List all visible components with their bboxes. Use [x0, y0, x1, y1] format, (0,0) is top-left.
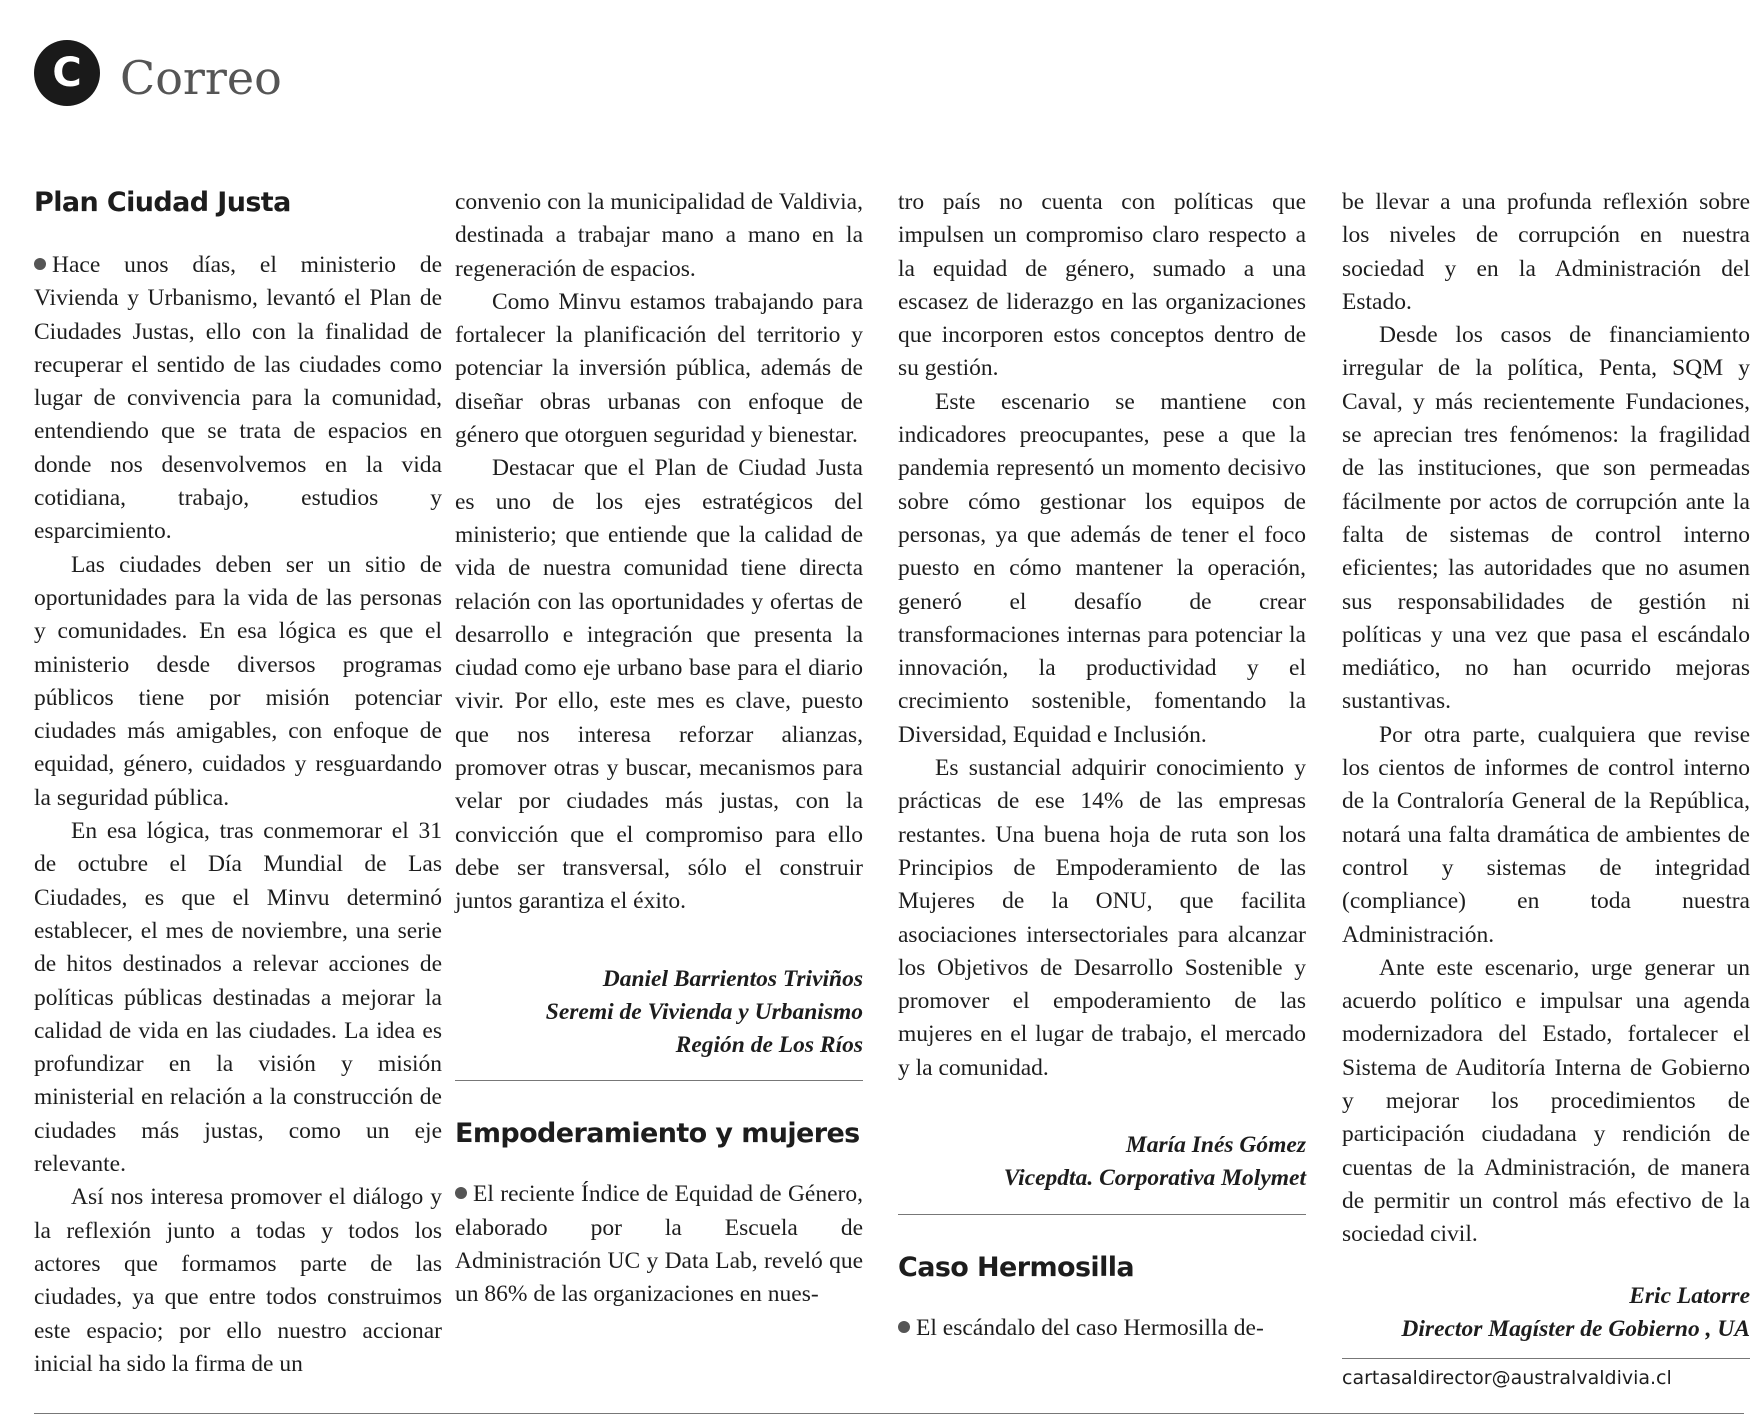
section-title: Correo [120, 51, 282, 105]
column-3 [898, 186, 1306, 1345]
logo-letter: C [52, 50, 82, 96]
page-bottom-rule [34, 1413, 1744, 1414]
letter1-paragraph-2: Las ciudades deben ser un sitio de oportunidades para la vida de las personas y comunidades. En esa lógica es que el ministerio desde diversos programas públicos tiene por misión potenciar ciudades más amigables, con enfoque de equidad, género, cuidados y resguardando la seguridad pública. [34, 551, 442, 811]
contact-email[interactable]: cartasaldirector@australvaldivia.cl [1342, 1367, 1672, 1390]
letter1-paragraph-7: Destacar que el Plan de Ciudad Justa es uno de los ejes estratégicos del ministerio; que entiende que la calidad de vida de nuestra comunidad tiene directa relación con las oportunidades y ofertas de desarrollo e integración que presenta la ciudad como eje urbano base para el diario vivir. Por ello, este mes es clave, puesto que nos interesa reforzar alianzas, promover otras y buscar, mecanismos para velar por ciudades más justas, con la convicción que el compromiso para ello debe ser transversal, sólo el construir juntos garantiza el éxito. [455, 455, 863, 915]
letter3-paragraph-5: Ante este escenario, urge generar un acuerdo político e impulsar una agenda modernizadora del Estado, fortalecer el Sistema de Auditoría Interna de Gobierno y mejorar los procedimientos de participación ciudadana y rendición de cuentas de la Administración, de manera de permitir un control más efectivo de la sociedad civil. [1342, 954, 1750, 1248]
letter-title-caso-hermosilla: Caso Hermosilla [898, 1251, 1135, 1283]
letter2-paragraph-1: El reciente Índice de Equidad de Género, elaborado por la Escuela de Administración UC y Data Lab, reveló que un 86% de las organizaciones en nues- [455, 1181, 863, 1308]
bullet-icon [455, 1187, 467, 1199]
letter1-role: Seremi de Vivienda y Urbanismo [545, 998, 863, 1025]
column-1 [34, 186, 442, 1381]
letter3-paragraph-1: El escándalo del caso Hermosilla de- [898, 1312, 1306, 1345]
letter3-paragraph-4: Por otra parte, cualquiera que revise los cientos de informes de control interno de la Contraloría General de la República, notará una falta dramática de ambientes de control y sistemas de integridad (compliance) en toda nuestra Administración. [1342, 721, 1750, 948]
letter1-region: Región de Los Ríos [675, 1032, 863, 1059]
column-4 [1342, 186, 1750, 1391]
letter3-paragraph-2: be llevar a una profunda reflexión sobre los niveles de corrupción en nuestra sociedad y en la Administración del Estado. [1342, 189, 1750, 315]
letter2-paragraph-2: tro país no cuenta con políticas que impulsen un compromiso claro respecto a la equidad de género, sumado a una escasez de liderazgo en las organizaciones que incorporen estos conceptos dentro de su gestión. [898, 189, 1306, 382]
bullet-icon [898, 1321, 910, 1333]
letter3-role: Director Magíster de Gobierno , UA [1401, 1315, 1750, 1342]
letter1-paragraph-4: Así nos interesa promover el diálogo y la reflexión junto a todas y todos los actores que formamos parte de las ciudades, ya que entre todos construimos este espacio; por ello nuestro accionar inicial ha sido la firma de un [34, 1184, 442, 1377]
letter1-author: Daniel Barrientos Triviños [602, 965, 863, 992]
letter-title-empoderamiento: Empoderamiento y mujeres [455, 1118, 860, 1150]
letter1-paragraph-3: En esa lógica, tras conmemorar el 31 de octubre el Día Mundial de Las Ciudades, es que el Minvu determinó establecer, el mes de noviembre, una serie de hitos destinados a relevar acciones de políticas públicas destinadas a mejorar la calidad de vida en las ciudades. La idea es profundizar en la visión y misión ministerial en relación a la construcción de ciudades más justas, como un eje relevante. [34, 818, 442, 1178]
letter1-paragraph-5: convenio con la municipalidad de Valdivia, destinada a trabajar mano a mano en la regeneración de espacios. [455, 189, 863, 282]
section-logo [34, 40, 100, 106]
letter-title-plan-ciudad-justa: Plan Ciudad Justa [34, 187, 291, 218]
letter3-author: Eric Latorre [1629, 1282, 1750, 1309]
letter2-author: María Inés Gómez [1125, 1132, 1306, 1159]
bullet-icon [34, 258, 46, 270]
column-2 [455, 186, 863, 1312]
letter1-paragraph-1: Hace unos días, el ministerio de Vivienda y Urbanismo, levantó el Plan de Ciudades Justas, ello con la finalidad de recuperar el sentido de las ciudades como lugar de convivencia para la comunidad, entendiendo que se trata de espacios en donde nos desenvolvemos en la vida cotidiana, trabajo, estudios y esparcimiento. [34, 252, 442, 545]
letter1-paragraph-6: Como Minvu estamos trabajando para fortalecer la planificación del territorio y potenciar la inversión pública, además de diseñar obras urbanas con enfoque de género que otorguen seguridad y bienestar. [455, 288, 863, 449]
letter3-paragraph-3: Desde los casos de financiamiento irregular de la política, Penta, SQM y Caval, y más recientemente Fundaciones, se aprecian tres fenómenos: la fragilidad de las instituciones, que son permeadas fácilmente por actos de corrupción ante la falta de sistemas de control interno eficientes; las autoridades que no asumen sus responsabilidades de gestión ni políticas y una vez que pasa el escándalo mediático, no han ocurrido mejoras sustantivas. [1342, 322, 1750, 715]
letter2-paragraph-4: Es sustancial adquirir conocimiento y prácticas de ese 14% de las empresas restantes. Una buena hoja de ruta son los Principios de Empoderamiento de las Mujeres de la ONU, que facilita asociaciones intersectoriales para alcanzar los Objetivos de Desarrollo Sostenible y promover el empoderamiento de las mujeres en el lugar de trabajo, el mercado y la comunidad. [898, 755, 1306, 1081]
letter2-paragraph-3: Este escenario se mantiene con indicadores preocupantes, pese a que la pandemia representó un momento decisivo sobre cómo gestionar los equipos de personas, ya que además de tener el foco puesto en cómo mantener la operación, generó el desafío de crear transformaciones internas para potenciar la innovación, la productividad y el crecimiento sostenible, fomentando la Diversidad, Equidad e Inclusión. [898, 388, 1306, 748]
letter2-role: Vicepdta. Corporativa Molymet [1003, 1165, 1306, 1192]
